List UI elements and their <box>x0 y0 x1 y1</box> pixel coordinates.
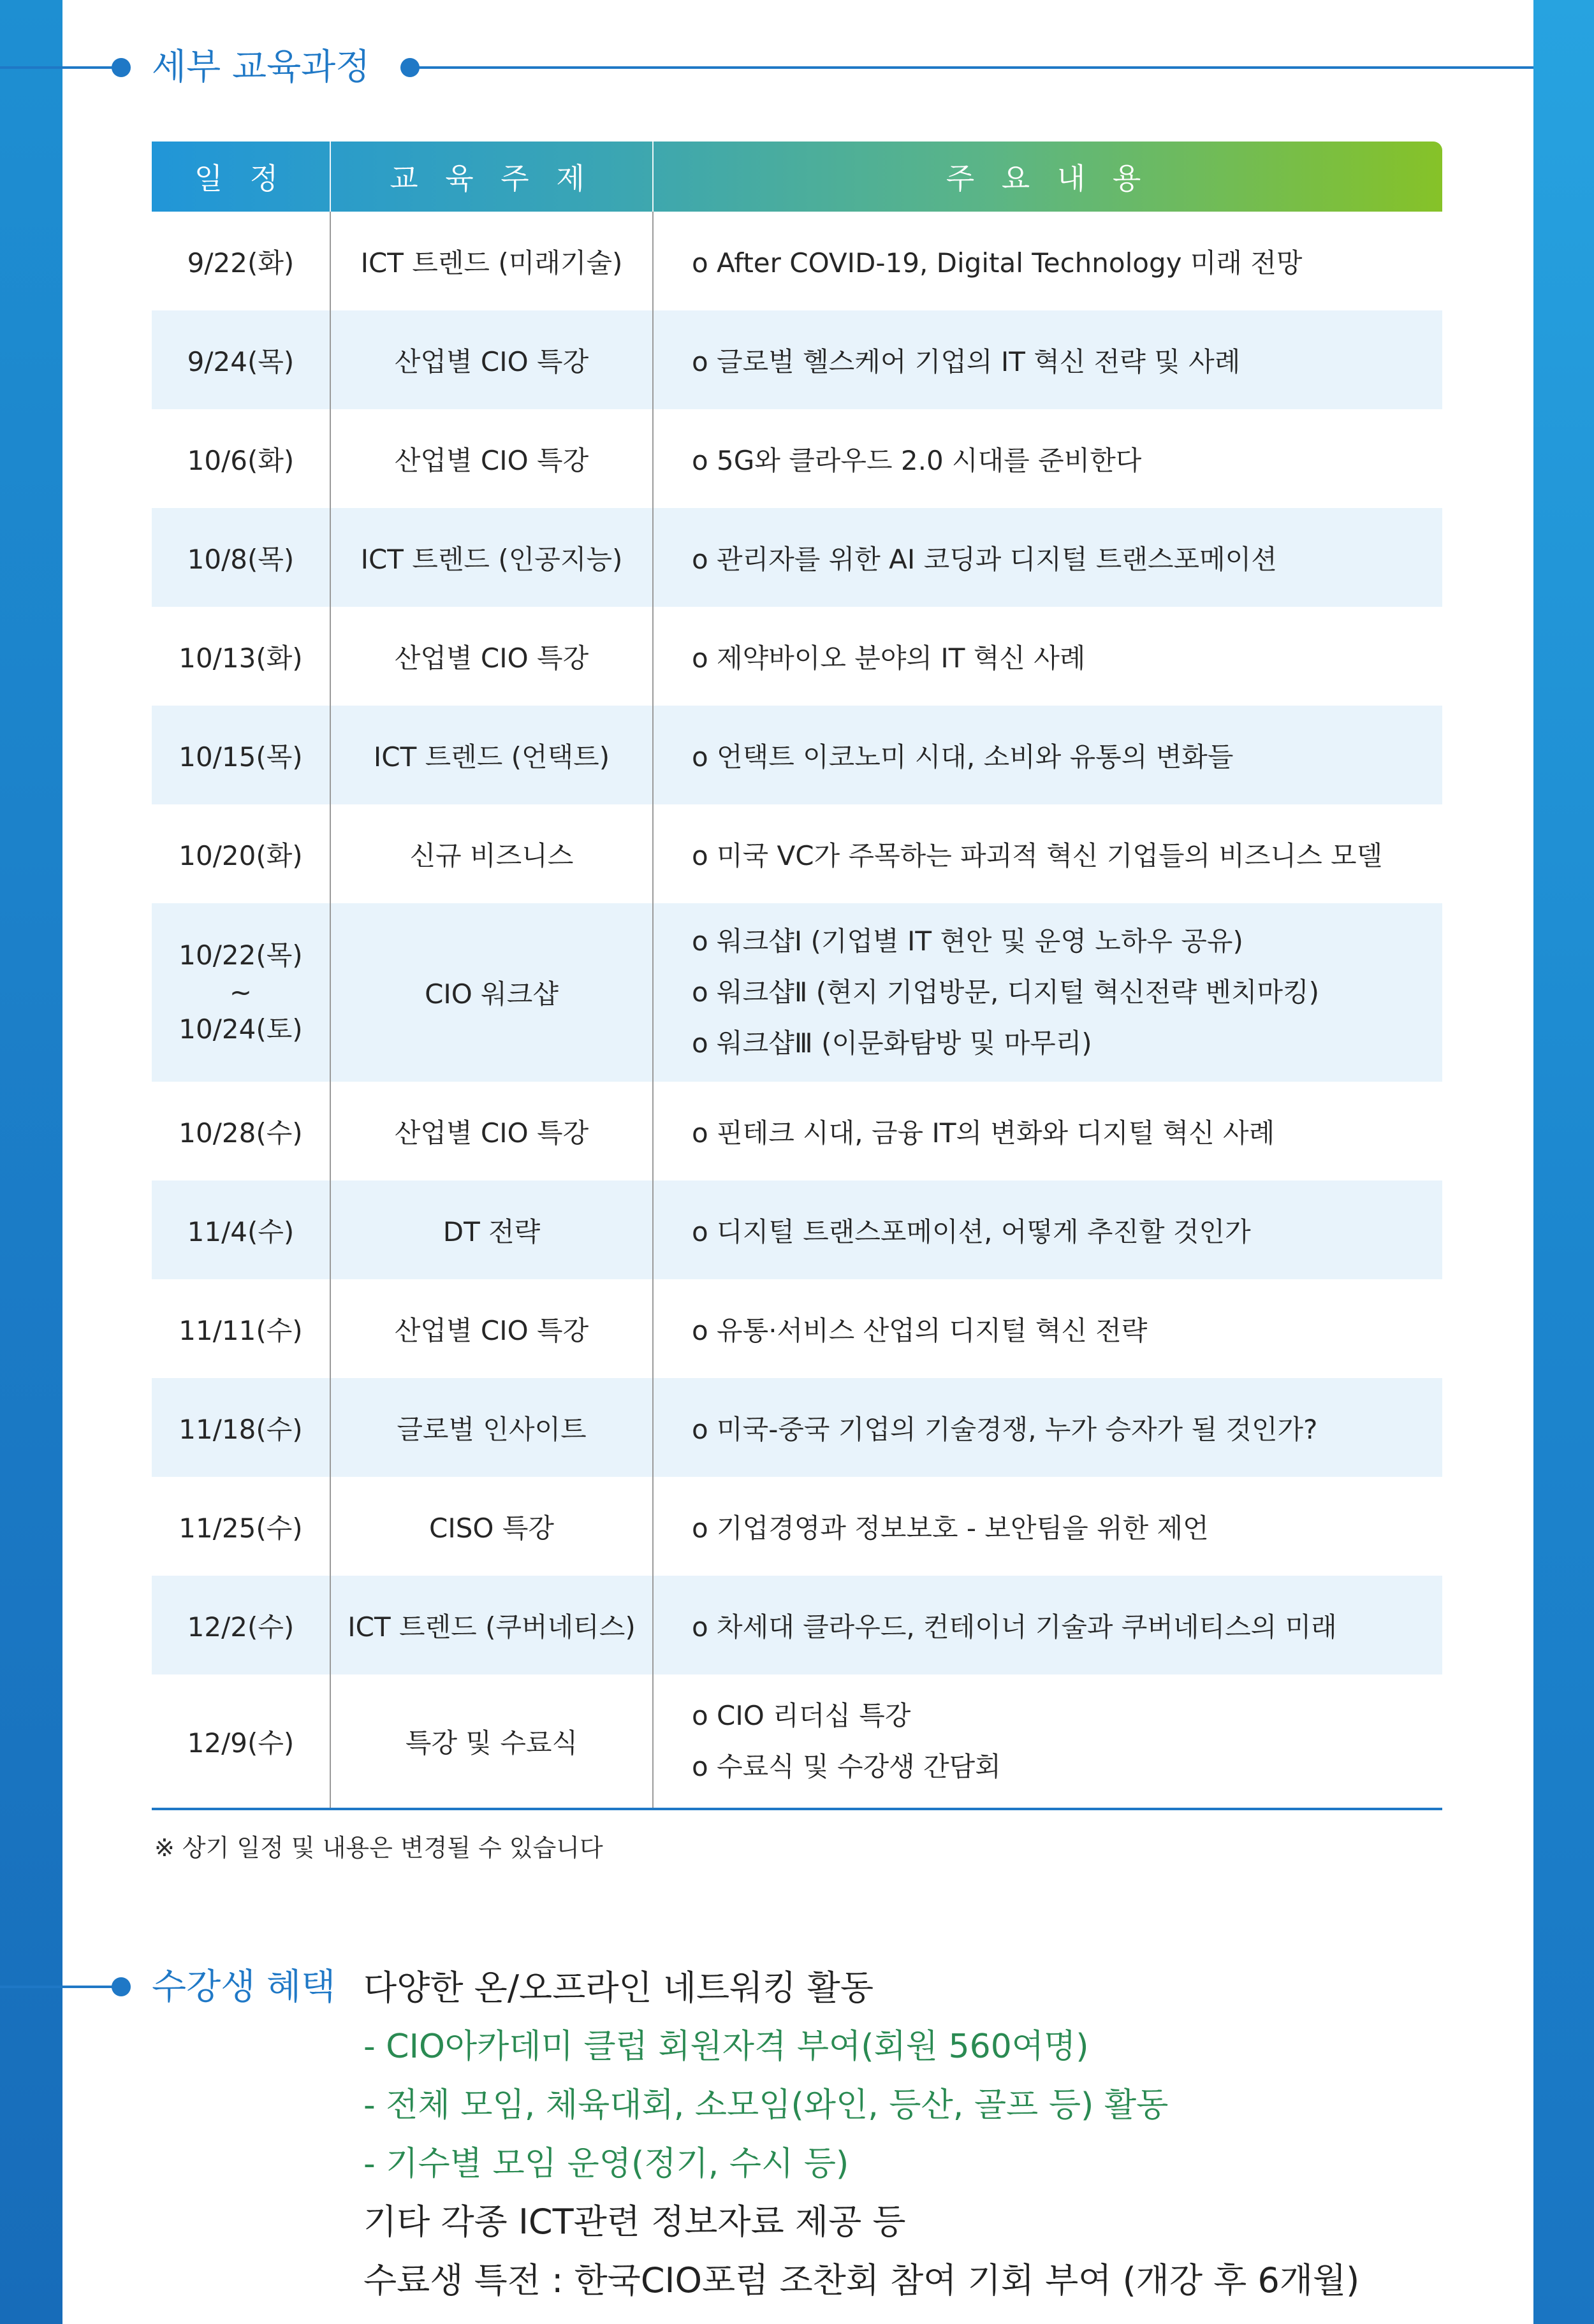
topic-cell: 특강 및 수료식 <box>331 1674 654 1808</box>
content-cell <box>654 1674 1442 1808</box>
header-date: 일 정 <box>152 142 331 212</box>
table-row <box>152 508 1442 607</box>
table-row <box>152 607 1442 706</box>
date-cell <box>152 903 331 1082</box>
benefit-networking-item: - CIO아카데미 클럽 회원자격 부여(회원 560여명) <box>363 2028 1089 2066</box>
topic-cell: 산업별 CIO 특강 <box>331 1082 654 1180</box>
benefits-dot <box>112 1977 131 1996</box>
table-row <box>152 1576 1442 1674</box>
benefit-info: 기타 각종 ICT관련 정보자료 제공 등 <box>363 2202 906 2242</box>
date-tilde: ~ <box>229 977 252 1008</box>
content-line: o 수료식 및 수강생 간담회 <box>692 1750 1001 1782</box>
topic-cell: 산업별 CIO 특강 <box>331 409 654 508</box>
content-cell: o 차세대 클라우드, 컨테이너 기술과 쿠버네티스의 미래 <box>692 1611 1337 1643</box>
left-side-bar <box>0 0 62 2324</box>
content-cell: o 관리자를 위한 AI 코딩과 디지털 트랜스포메이션 <box>692 543 1277 575</box>
content-cell <box>654 903 1442 1082</box>
table-bottom-rule <box>152 1808 1442 1810</box>
table-row <box>152 1082 1442 1180</box>
table-header <box>152 142 1442 212</box>
benefit-graduate: 수료생 특전 : 한국CIO포럼 조찬회 참여 기회 부여 (개강 후 6개월) <box>363 2260 1360 2300</box>
topic-cell: 산업별 CIO 특강 <box>331 1279 654 1378</box>
content-line: o 워크샵Ⅱ (현지 기업방문, 디지털 혁신전략 벤치마킹) <box>692 977 1320 1008</box>
header-topic: 교 육 주 제 <box>331 142 654 212</box>
schedule-note: ※ 상기 일정 및 내용은 변경될 수 있습니다 <box>154 1834 603 1862</box>
date-cell: 10/8(목) <box>152 508 331 607</box>
table-row <box>152 1378 1442 1477</box>
content-cell: o 미국 VC가 주목하는 파괴적 혁신 기업들의 비즈니스 모델 <box>692 839 1383 871</box>
content-cell: o 5G와 클라우드 2.0 시대를 준비한다 <box>692 444 1142 476</box>
content-cell: o 디지털 트랜스포메이션, 어떻게 추진할 것인가 <box>692 1216 1251 1247</box>
benefit-networking-item: - 전체 모임, 체육대회, 소모임(와인, 등산, 골프 등) 활동 <box>363 2086 1169 2124</box>
content-cell: o 기업경영과 정보보호 - 보안팀을 위한 제언 <box>692 1512 1209 1544</box>
topic-cell: DT 전략 <box>331 1180 654 1279</box>
section-line-right <box>418 66 1533 69</box>
table-row <box>152 1180 1442 1279</box>
benefits-line-left <box>0 1986 115 1988</box>
date-cell: 10/28(수) <box>152 1082 331 1180</box>
table-row <box>152 706 1442 804</box>
topic-cell: 글로벌 인사이트 <box>331 1378 654 1477</box>
date-cell: 12/9(수) <box>152 1674 331 1808</box>
content-cell: o After COVID-19, Digital Technology 미래 전망 <box>692 247 1303 279</box>
table-row <box>152 409 1442 508</box>
curriculum-title: 세부 교육과정 <box>152 47 370 88</box>
topic-cell: ICT 트렌드 (쿠버네티스) <box>331 1576 654 1674</box>
table-row <box>152 903 1442 1082</box>
date-start: 10/22(목) <box>179 940 303 971</box>
date-cell: 10/13(화) <box>152 607 331 706</box>
topic-cell: 산업별 CIO 특강 <box>331 607 654 706</box>
date-cell: 9/24(목) <box>152 310 331 409</box>
date-cell: 11/25(수) <box>152 1477 331 1576</box>
table-row <box>152 1279 1442 1378</box>
table-row <box>152 1477 1442 1576</box>
table-row <box>152 804 1442 903</box>
benefits-title: 수강생 혜택 <box>152 1966 336 2008</box>
topic-cell: CIO 워크샵 <box>331 903 654 1082</box>
table-row <box>152 212 1442 310</box>
section-dot-right <box>400 58 420 77</box>
date-cell: 11/11(수) <box>152 1279 331 1378</box>
topic-cell: 신규 비즈니스 <box>331 804 654 903</box>
topic-cell: ICT 트렌드 (미래기술) <box>331 212 654 310</box>
date-cell: 9/22(화) <box>152 212 331 310</box>
content-cell: o 핀테크 시대, 금융 IT의 변화와 디지털 혁신 사례 <box>692 1117 1275 1149</box>
content-line: o 워크샵Ⅰ (기업별 IT 현안 및 운영 노하우 공유) <box>692 926 1243 957</box>
content-cell: o 글로벌 헬스케어 기업의 IT 혁신 전략 및 사례 <box>692 345 1241 377</box>
topic-cell: ICT 트렌드 (인공지능) <box>331 508 654 607</box>
content-cell: o 제약바이오 분야의 IT 혁신 사례 <box>692 642 1086 674</box>
date-cell: 10/20(화) <box>152 804 331 903</box>
date-cell: 10/6(화) <box>152 409 331 508</box>
content-cell: o 미국-중국 기업의 기술경쟁, 누가 승자가 될 것인가? <box>692 1413 1318 1445</box>
date-cell: 11/18(수) <box>152 1378 331 1477</box>
topic-cell: ICT 트렌드 (언택트) <box>331 706 654 804</box>
content-cell: o 언택트 이코노미 시대, 소비와 유통의 변화들 <box>692 741 1234 773</box>
date-cell: 11/4(수) <box>152 1180 331 1279</box>
table-body <box>152 212 1442 1808</box>
table-row <box>152 310 1442 409</box>
topic-cell: CISO 특강 <box>331 1477 654 1576</box>
benefit-networking-item: - 기수별 모임 운영(정기, 수시 등) <box>363 2145 849 2183</box>
content-cell: o 유통·서비스 산업의 디지털 혁신 전략 <box>692 1314 1148 1346</box>
table-row <box>152 1674 1442 1808</box>
date-cell: 12/2(수) <box>152 1576 331 1674</box>
date-cell: 10/15(목) <box>152 706 331 804</box>
content-line: o CIO 리더십 특강 <box>692 1699 911 1731</box>
content-line: o 워크샵Ⅲ (이문화탐방 및 마무리) <box>692 1028 1092 1059</box>
right-side-bar <box>1533 0 1594 2324</box>
section-line-left <box>0 66 115 69</box>
topic-cell: 산업별 CIO 특강 <box>331 310 654 409</box>
header-content: 주 요 내 용 <box>946 161 1150 196</box>
date-end: 10/24(토) <box>179 1013 303 1045</box>
benefit-networking: 다양한 온/오프라인 네트워킹 활동 <box>363 1968 874 2008</box>
section-dot-left <box>112 58 131 77</box>
